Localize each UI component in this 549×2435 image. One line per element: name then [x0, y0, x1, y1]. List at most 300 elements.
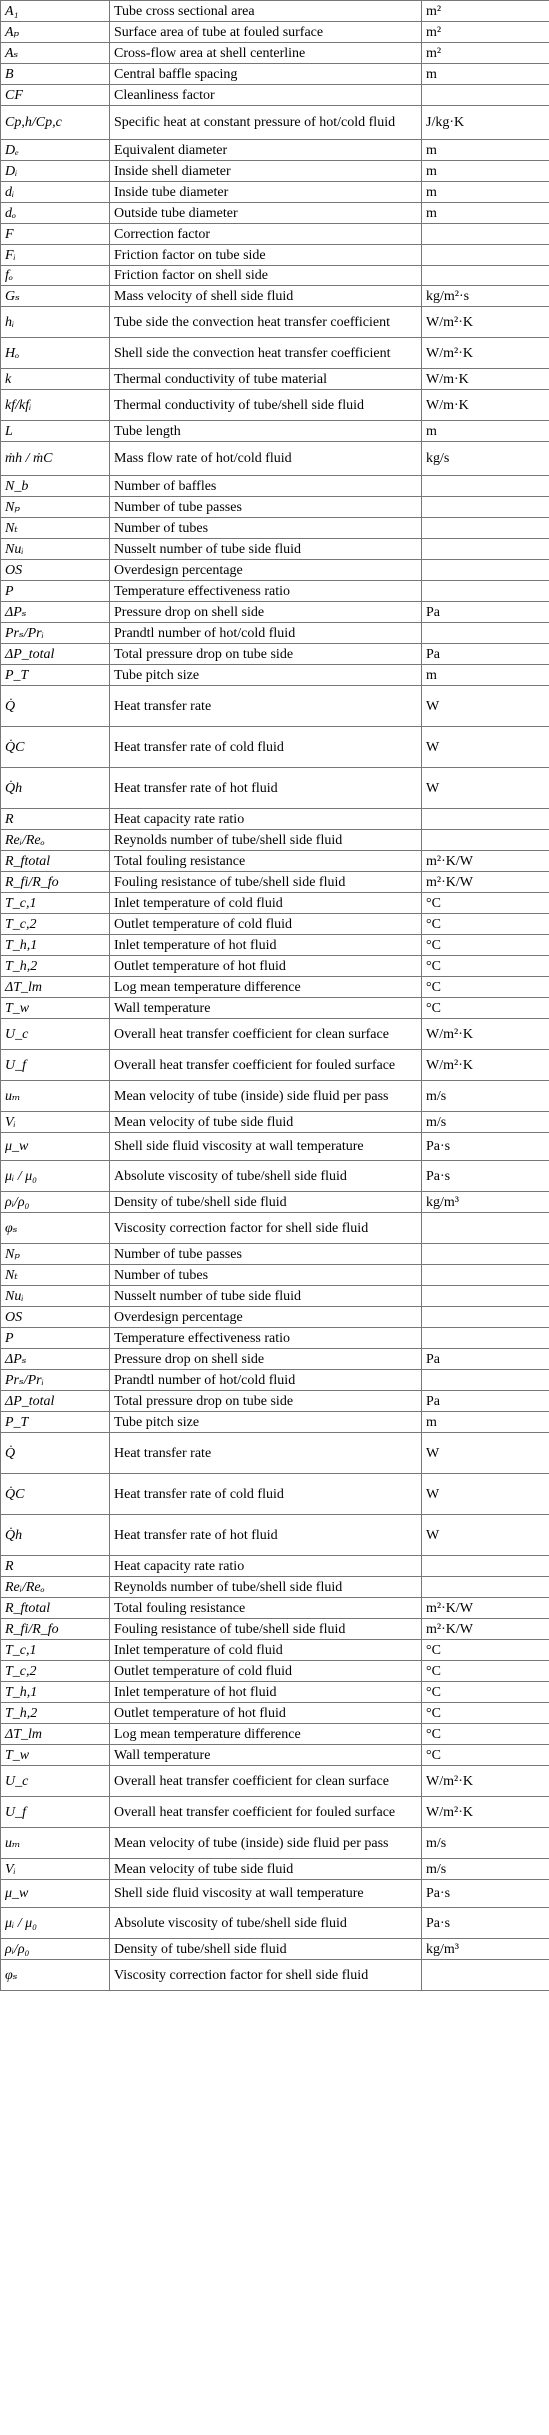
symbol-cell: ΔPₛ — [1, 1349, 110, 1370]
unit-cell: W — [422, 727, 549, 768]
table-row — [1, 1050, 549, 1081]
description-cell: Heat capacity rate ratio — [110, 809, 422, 830]
description-cell: Total fouling resistance — [110, 1598, 422, 1619]
description-cell: Viscosity correction factor for shell side fluid — [110, 1213, 422, 1244]
description-cell: Number of tube passes — [110, 1244, 422, 1265]
description-cell: Overdesign percentage — [110, 1307, 422, 1328]
table-row — [1, 1433, 549, 1474]
description-cell: Overall heat transfer coefficient for clean surface — [110, 1019, 422, 1050]
symbol-cell: Cp,h/Cp,c — [1, 106, 110, 140]
description-cell: Overall heat transfer coefficient for fouled surface — [110, 1797, 422, 1828]
unit-cell: m² — [422, 22, 549, 43]
description-cell: Overall heat transfer coefficient for fouled surface — [110, 1050, 422, 1081]
unit-cell — [422, 1577, 549, 1598]
unit-cell — [422, 1960, 549, 1991]
description-cell: Correction factor — [110, 224, 422, 245]
symbol-cell: OS — [1, 560, 110, 581]
table-row — [1, 1598, 549, 1619]
table-row — [1, 914, 549, 935]
description-cell: Pressure drop on shell side — [110, 1349, 422, 1370]
table-row — [1, 1682, 549, 1703]
table-row — [1, 1828, 549, 1859]
symbol-cell: P — [1, 581, 110, 602]
description-cell: Outside tube diameter — [110, 203, 422, 224]
table-row — [1, 266, 549, 286]
table-row — [1, 644, 549, 665]
symbol-cell: ṁh / ṁC — [1, 442, 110, 476]
description-cell: Density of tube/shell side fluid — [110, 1939, 422, 1960]
description-cell: Mass flow rate of hot/cold fluid — [110, 442, 422, 476]
symbol-cell: μ_w — [1, 1880, 110, 1908]
symbol-cell: Fᵢ — [1, 245, 110, 266]
symbol-cell: T_h,2 — [1, 956, 110, 977]
table-row — [1, 497, 549, 518]
description-cell: Pressure drop on shell side — [110, 602, 422, 623]
description-cell: Prandtl number of hot/cold fluid — [110, 1370, 422, 1391]
unit-cell: m²·K/W — [422, 1598, 549, 1619]
unit-cell: °C — [422, 998, 549, 1019]
symbol-cell: T_c,1 — [1, 893, 110, 914]
symbol-cell: Vᵢ — [1, 1112, 110, 1133]
unit-cell — [422, 1307, 549, 1328]
symbol-cell: Q̇h — [1, 1515, 110, 1556]
description-cell: Heat capacity rate ratio — [110, 1556, 422, 1577]
table-row — [1, 1640, 549, 1661]
symbol-cell: B — [1, 64, 110, 85]
symbol-cell: T_h,2 — [1, 1703, 110, 1724]
symbol-cell: kf/kfᵢ — [1, 390, 110, 421]
symbol-cell: Prₛ/Prᵢ — [1, 623, 110, 644]
table-row — [1, 203, 549, 224]
unit-cell — [422, 497, 549, 518]
unit-cell: m — [422, 140, 549, 161]
unit-cell: m — [422, 203, 549, 224]
table-row — [1, 1515, 549, 1556]
unit-cell: W — [422, 1433, 549, 1474]
description-cell: Total fouling resistance — [110, 851, 422, 872]
table-row — [1, 1661, 549, 1682]
table-row — [1, 1265, 549, 1286]
symbol-cell: ΔT_lm — [1, 977, 110, 998]
description-cell: Outlet temperature of hot fluid — [110, 956, 422, 977]
description-cell: Log mean temperature difference — [110, 1724, 422, 1745]
table-row — [1, 1349, 549, 1370]
table-row — [1, 1474, 549, 1515]
unit-cell: kg/m³ — [422, 1939, 549, 1960]
description-cell: Heat transfer rate of hot fluid — [110, 768, 422, 809]
table-row — [1, 1939, 549, 1960]
symbol-cell: uₘ — [1, 1081, 110, 1112]
table-row — [1, 998, 549, 1019]
unit-cell: °C — [422, 1703, 549, 1724]
symbol-cell: R_fi/R_fo — [1, 872, 110, 893]
table-row — [1, 581, 549, 602]
symbol-cell: U_c — [1, 1766, 110, 1797]
table-row — [1, 1307, 549, 1328]
table-row — [1, 286, 549, 307]
unit-cell — [422, 1265, 549, 1286]
unit-cell: W — [422, 1515, 549, 1556]
description-cell: Nusselt number of tube side fluid — [110, 1286, 422, 1307]
description-cell: Mass velocity of shell side fluid — [110, 286, 422, 307]
description-cell: Cross-flow area at shell centerline — [110, 43, 422, 64]
table-row — [1, 43, 549, 64]
unit-cell — [422, 224, 549, 245]
table-row — [1, 1328, 549, 1349]
unit-cell — [422, 1286, 549, 1307]
table-row — [1, 338, 549, 369]
symbol-cell: F — [1, 224, 110, 245]
description-cell: Central baffle spacing — [110, 64, 422, 85]
unit-cell — [422, 1556, 549, 1577]
symbol-cell: ρᵢ/ρ₀ — [1, 1192, 110, 1213]
unit-cell: kg/m³ — [422, 1192, 549, 1213]
table-row — [1, 1370, 549, 1391]
table-row — [1, 893, 549, 914]
symbol-cell: CF — [1, 85, 110, 106]
unit-cell: m — [422, 64, 549, 85]
unit-cell — [422, 1328, 549, 1349]
description-cell: Shell side the convection heat transfer coefficient — [110, 338, 422, 369]
table-row — [1, 1133, 549, 1161]
description-cell: Inlet temperature of hot fluid — [110, 1682, 422, 1703]
description-cell: Density of tube/shell side fluid — [110, 1192, 422, 1213]
unit-cell: W — [422, 1474, 549, 1515]
unit-cell — [422, 1370, 549, 1391]
table-row — [1, 245, 549, 266]
unit-cell: W/m²·K — [422, 338, 549, 369]
description-cell: Inside shell diameter — [110, 161, 422, 182]
unit-cell: W/m²·K — [422, 1766, 549, 1797]
unit-cell: °C — [422, 914, 549, 935]
unit-cell: °C — [422, 1682, 549, 1703]
unit-cell — [422, 518, 549, 539]
symbol-cell: hᵢ — [1, 307, 110, 338]
unit-cell: m/s — [422, 1828, 549, 1859]
description-cell: Absolute viscosity of tube/shell side fluid — [110, 1161, 422, 1192]
table-row — [1, 421, 549, 442]
unit-cell — [422, 539, 549, 560]
table-row — [1, 1619, 549, 1640]
table-row — [1, 182, 549, 203]
table-row — [1, 1724, 549, 1745]
unit-cell: Pa·s — [422, 1133, 549, 1161]
symbol-cell: R — [1, 809, 110, 830]
table-row — [1, 518, 549, 539]
unit-cell: °C — [422, 977, 549, 998]
description-cell: Overall heat transfer coefficient for clean surface — [110, 1766, 422, 1797]
description-cell: Overdesign percentage — [110, 560, 422, 581]
table-row — [1, 224, 549, 245]
table-row — [1, 1161, 549, 1192]
symbol-cell: uₘ — [1, 1828, 110, 1859]
symbol-cell: ΔP_total — [1, 1391, 110, 1412]
description-cell: Surface area of tube at fouled surface — [110, 22, 422, 43]
table-row — [1, 22, 549, 43]
symbol-cell: φₛ — [1, 1960, 110, 1991]
description-cell: Temperature effectiveness ratio — [110, 581, 422, 602]
unit-cell: °C — [422, 1640, 549, 1661]
unit-cell: W/m²·K — [422, 307, 549, 338]
symbol-cell: Aₛ — [1, 43, 110, 64]
table-row — [1, 1286, 549, 1307]
symbol-cell: Nuᵢ — [1, 1286, 110, 1307]
table-row — [1, 768, 549, 809]
unit-cell — [422, 1213, 549, 1244]
unit-cell: W/m²·K — [422, 1019, 549, 1050]
description-cell: Specific heat at constant pressure of hot/cold fluid — [110, 106, 422, 140]
table-row — [1, 809, 549, 830]
symbol-cell: Nₜ — [1, 518, 110, 539]
table-row — [1, 560, 549, 581]
table-row — [1, 1019, 549, 1050]
table-row — [1, 1745, 549, 1766]
unit-cell: m/s — [422, 1081, 549, 1112]
description-cell: Outlet temperature of hot fluid — [110, 1703, 422, 1724]
table-row — [1, 161, 549, 182]
table-row — [1, 1703, 549, 1724]
description-cell: Mean velocity of tube side fluid — [110, 1112, 422, 1133]
table-row — [1, 602, 549, 623]
symbol-cell: dₒ — [1, 203, 110, 224]
table-row — [1, 851, 549, 872]
description-cell: Viscosity correction factor for shell side fluid — [110, 1960, 422, 1991]
nomenclature-table-body — [1, 1, 549, 1991]
table-row — [1, 665, 549, 686]
description-cell: Log mean temperature difference — [110, 977, 422, 998]
unit-cell — [422, 245, 549, 266]
table-row — [1, 956, 549, 977]
unit-cell: m — [422, 161, 549, 182]
description-cell: Reynolds number of tube/shell side fluid — [110, 1577, 422, 1598]
symbol-cell: R_fi/R_fo — [1, 1619, 110, 1640]
description-cell: Heat transfer rate of cold fluid — [110, 727, 422, 768]
table-row — [1, 686, 549, 727]
table-row — [1, 64, 549, 85]
description-cell: Inside tube diameter — [110, 182, 422, 203]
symbol-cell: T_c,2 — [1, 1661, 110, 1682]
symbol-cell: OS — [1, 1307, 110, 1328]
description-cell: Prandtl number of hot/cold fluid — [110, 623, 422, 644]
description-cell: Total pressure drop on tube side — [110, 1391, 422, 1412]
unit-cell: W — [422, 686, 549, 727]
description-cell: Mean velocity of tube (inside) side fluid per pass — [110, 1081, 422, 1112]
unit-cell: m — [422, 1412, 549, 1433]
symbol-cell: Hₒ — [1, 338, 110, 369]
description-cell: Nusselt number of tube side fluid — [110, 539, 422, 560]
table-row — [1, 1244, 549, 1265]
description-cell: Outlet temperature of cold fluid — [110, 1661, 422, 1682]
description-cell: Tube pitch size — [110, 665, 422, 686]
description-cell: Reynolds number of tube/shell side fluid — [110, 830, 422, 851]
unit-cell: m²·K/W — [422, 1619, 549, 1640]
symbol-cell: Prₛ/Prᵢ — [1, 1370, 110, 1391]
unit-cell: W/m²·K — [422, 1797, 549, 1828]
description-cell: Tube length — [110, 421, 422, 442]
unit-cell: m²·K/W — [422, 851, 549, 872]
symbol-cell: μᵢ / μ₀ — [1, 1908, 110, 1939]
unit-cell: kg/s — [422, 442, 549, 476]
unit-cell — [422, 476, 549, 497]
table-row — [1, 442, 549, 476]
unit-cell — [422, 581, 549, 602]
symbol-cell: L — [1, 421, 110, 442]
symbol-cell: μ_w — [1, 1133, 110, 1161]
unit-cell: Pa — [422, 1349, 549, 1370]
table-row — [1, 1391, 549, 1412]
symbol-cell: U_f — [1, 1050, 110, 1081]
symbol-cell: Q̇C — [1, 727, 110, 768]
description-cell: Number of baffles — [110, 476, 422, 497]
symbol-cell: P_T — [1, 1412, 110, 1433]
table-row — [1, 1908, 549, 1939]
unit-cell: m/s — [422, 1112, 549, 1133]
table-row — [1, 977, 549, 998]
description-cell: Heat transfer rate — [110, 686, 422, 727]
table-row — [1, 476, 549, 497]
symbol-cell: T_w — [1, 1745, 110, 1766]
symbol-cell: T_h,1 — [1, 935, 110, 956]
symbol-cell: T_h,1 — [1, 1682, 110, 1703]
unit-cell: °C — [422, 893, 549, 914]
unit-cell: m — [422, 182, 549, 203]
table-row — [1, 85, 549, 106]
table-row — [1, 140, 549, 161]
description-cell: Friction factor on shell side — [110, 266, 422, 286]
table-row — [1, 1960, 549, 1991]
description-cell: Wall temperature — [110, 998, 422, 1019]
unit-cell: m² — [422, 43, 549, 64]
description-cell: Heat transfer rate of cold fluid — [110, 1474, 422, 1515]
unit-cell: W/m·K — [422, 390, 549, 421]
table-row — [1, 1192, 549, 1213]
unit-cell: m²·K/W — [422, 872, 549, 893]
unit-cell: m/s — [422, 1859, 549, 1880]
description-cell: Shell side fluid viscosity at wall temperature — [110, 1133, 422, 1161]
description-cell: Inlet temperature of hot fluid — [110, 935, 422, 956]
description-cell: Heat transfer rate of hot fluid — [110, 1515, 422, 1556]
description-cell: Inlet temperature of cold fluid — [110, 1640, 422, 1661]
description-cell: Absolute viscosity of tube/shell side fluid — [110, 1908, 422, 1939]
unit-cell: Pa — [422, 1391, 549, 1412]
table-row — [1, 1577, 549, 1598]
symbol-cell: U_c — [1, 1019, 110, 1050]
description-cell: Tube cross sectional area — [110, 1, 422, 22]
table-row — [1, 872, 549, 893]
table-row — [1, 1766, 549, 1797]
description-cell: Fouling resistance of tube/shell side fluid — [110, 1619, 422, 1640]
symbol-cell: Nuᵢ — [1, 539, 110, 560]
symbol-cell: Aₚ — [1, 22, 110, 43]
description-cell: Thermal conductivity of tube/shell side fluid — [110, 390, 422, 421]
description-cell: Equivalent diameter — [110, 140, 422, 161]
symbol-cell: R — [1, 1556, 110, 1577]
table-row — [1, 1213, 549, 1244]
unit-cell — [422, 623, 549, 644]
unit-cell — [422, 266, 549, 286]
description-cell: Mean velocity of tube (inside) side fluid per pass — [110, 1828, 422, 1859]
description-cell: Mean velocity of tube side fluid — [110, 1859, 422, 1880]
symbol-cell: U_f — [1, 1797, 110, 1828]
symbol-cell: fₒ — [1, 266, 110, 286]
description-cell: Thermal conductivity of tube material — [110, 369, 422, 390]
symbol-cell: R_ftotal — [1, 1598, 110, 1619]
symbol-cell: ΔT_lm — [1, 1724, 110, 1745]
symbol-cell: Gₛ — [1, 286, 110, 307]
table-row — [1, 390, 549, 421]
description-cell: Temperature effectiveness ratio — [110, 1328, 422, 1349]
symbol-cell: dᵢ — [1, 182, 110, 203]
table-row — [1, 727, 549, 768]
symbol-cell: Reᵢ/Reₒ — [1, 1577, 110, 1598]
description-cell: Cleanliness factor — [110, 85, 422, 106]
unit-cell: °C — [422, 935, 549, 956]
unit-cell: Pa·s — [422, 1161, 549, 1192]
table-row — [1, 1112, 549, 1133]
symbol-cell: Dᵢ — [1, 161, 110, 182]
symbol-cell: φₛ — [1, 1213, 110, 1244]
table-row — [1, 623, 549, 644]
unit-cell: °C — [422, 1745, 549, 1766]
symbol-cell: Q̇ — [1, 1433, 110, 1474]
unit-cell: Pa — [422, 602, 549, 623]
symbol-cell: T_c,2 — [1, 914, 110, 935]
symbol-cell: ρᵢ/ρ₀ — [1, 1939, 110, 1960]
unit-cell — [422, 830, 549, 851]
description-cell: Friction factor on tube side — [110, 245, 422, 266]
symbol-cell: μᵢ / μ₀ — [1, 1161, 110, 1192]
table-row — [1, 539, 549, 560]
description-cell: Outlet temperature of cold fluid — [110, 914, 422, 935]
symbol-cell: A₁ — [1, 1, 110, 22]
symbol-cell: Vᵢ — [1, 1859, 110, 1880]
table-row — [1, 935, 549, 956]
symbol-cell: Dₑ — [1, 140, 110, 161]
unit-cell: Pa — [422, 644, 549, 665]
unit-cell — [422, 560, 549, 581]
unit-cell: W/m·K — [422, 369, 549, 390]
description-cell: Tube side the convection heat transfer coefficient — [110, 307, 422, 338]
symbol-cell: P_T — [1, 665, 110, 686]
symbol-cell: Reᵢ/Reₒ — [1, 830, 110, 851]
description-cell: Inlet temperature of cold fluid — [110, 893, 422, 914]
unit-cell — [422, 809, 549, 830]
symbol-cell: Q̇C — [1, 1474, 110, 1515]
unit-cell: Pa·s — [422, 1908, 549, 1939]
symbol-cell: Q̇h — [1, 768, 110, 809]
symbol-cell: T_w — [1, 998, 110, 1019]
unit-cell — [422, 85, 549, 106]
symbol-cell: R_ftotal — [1, 851, 110, 872]
symbol-cell: P — [1, 1328, 110, 1349]
table-row — [1, 1859, 549, 1880]
symbol-cell: ΔPₛ — [1, 602, 110, 623]
description-cell: Heat transfer rate — [110, 1433, 422, 1474]
table-row — [1, 307, 549, 338]
unit-cell: J/kg·K — [422, 106, 549, 140]
unit-cell: m — [422, 665, 549, 686]
description-cell: Fouling resistance of tube/shell side fluid — [110, 872, 422, 893]
unit-cell — [422, 1244, 549, 1265]
table-row — [1, 1081, 549, 1112]
description-cell: Total pressure drop on tube side — [110, 644, 422, 665]
unit-cell: °C — [422, 1724, 549, 1745]
table-row — [1, 369, 549, 390]
table-row — [1, 1797, 549, 1828]
table-row — [1, 1880, 549, 1908]
symbol-cell: Nₚ — [1, 497, 110, 518]
table-row — [1, 1, 549, 22]
